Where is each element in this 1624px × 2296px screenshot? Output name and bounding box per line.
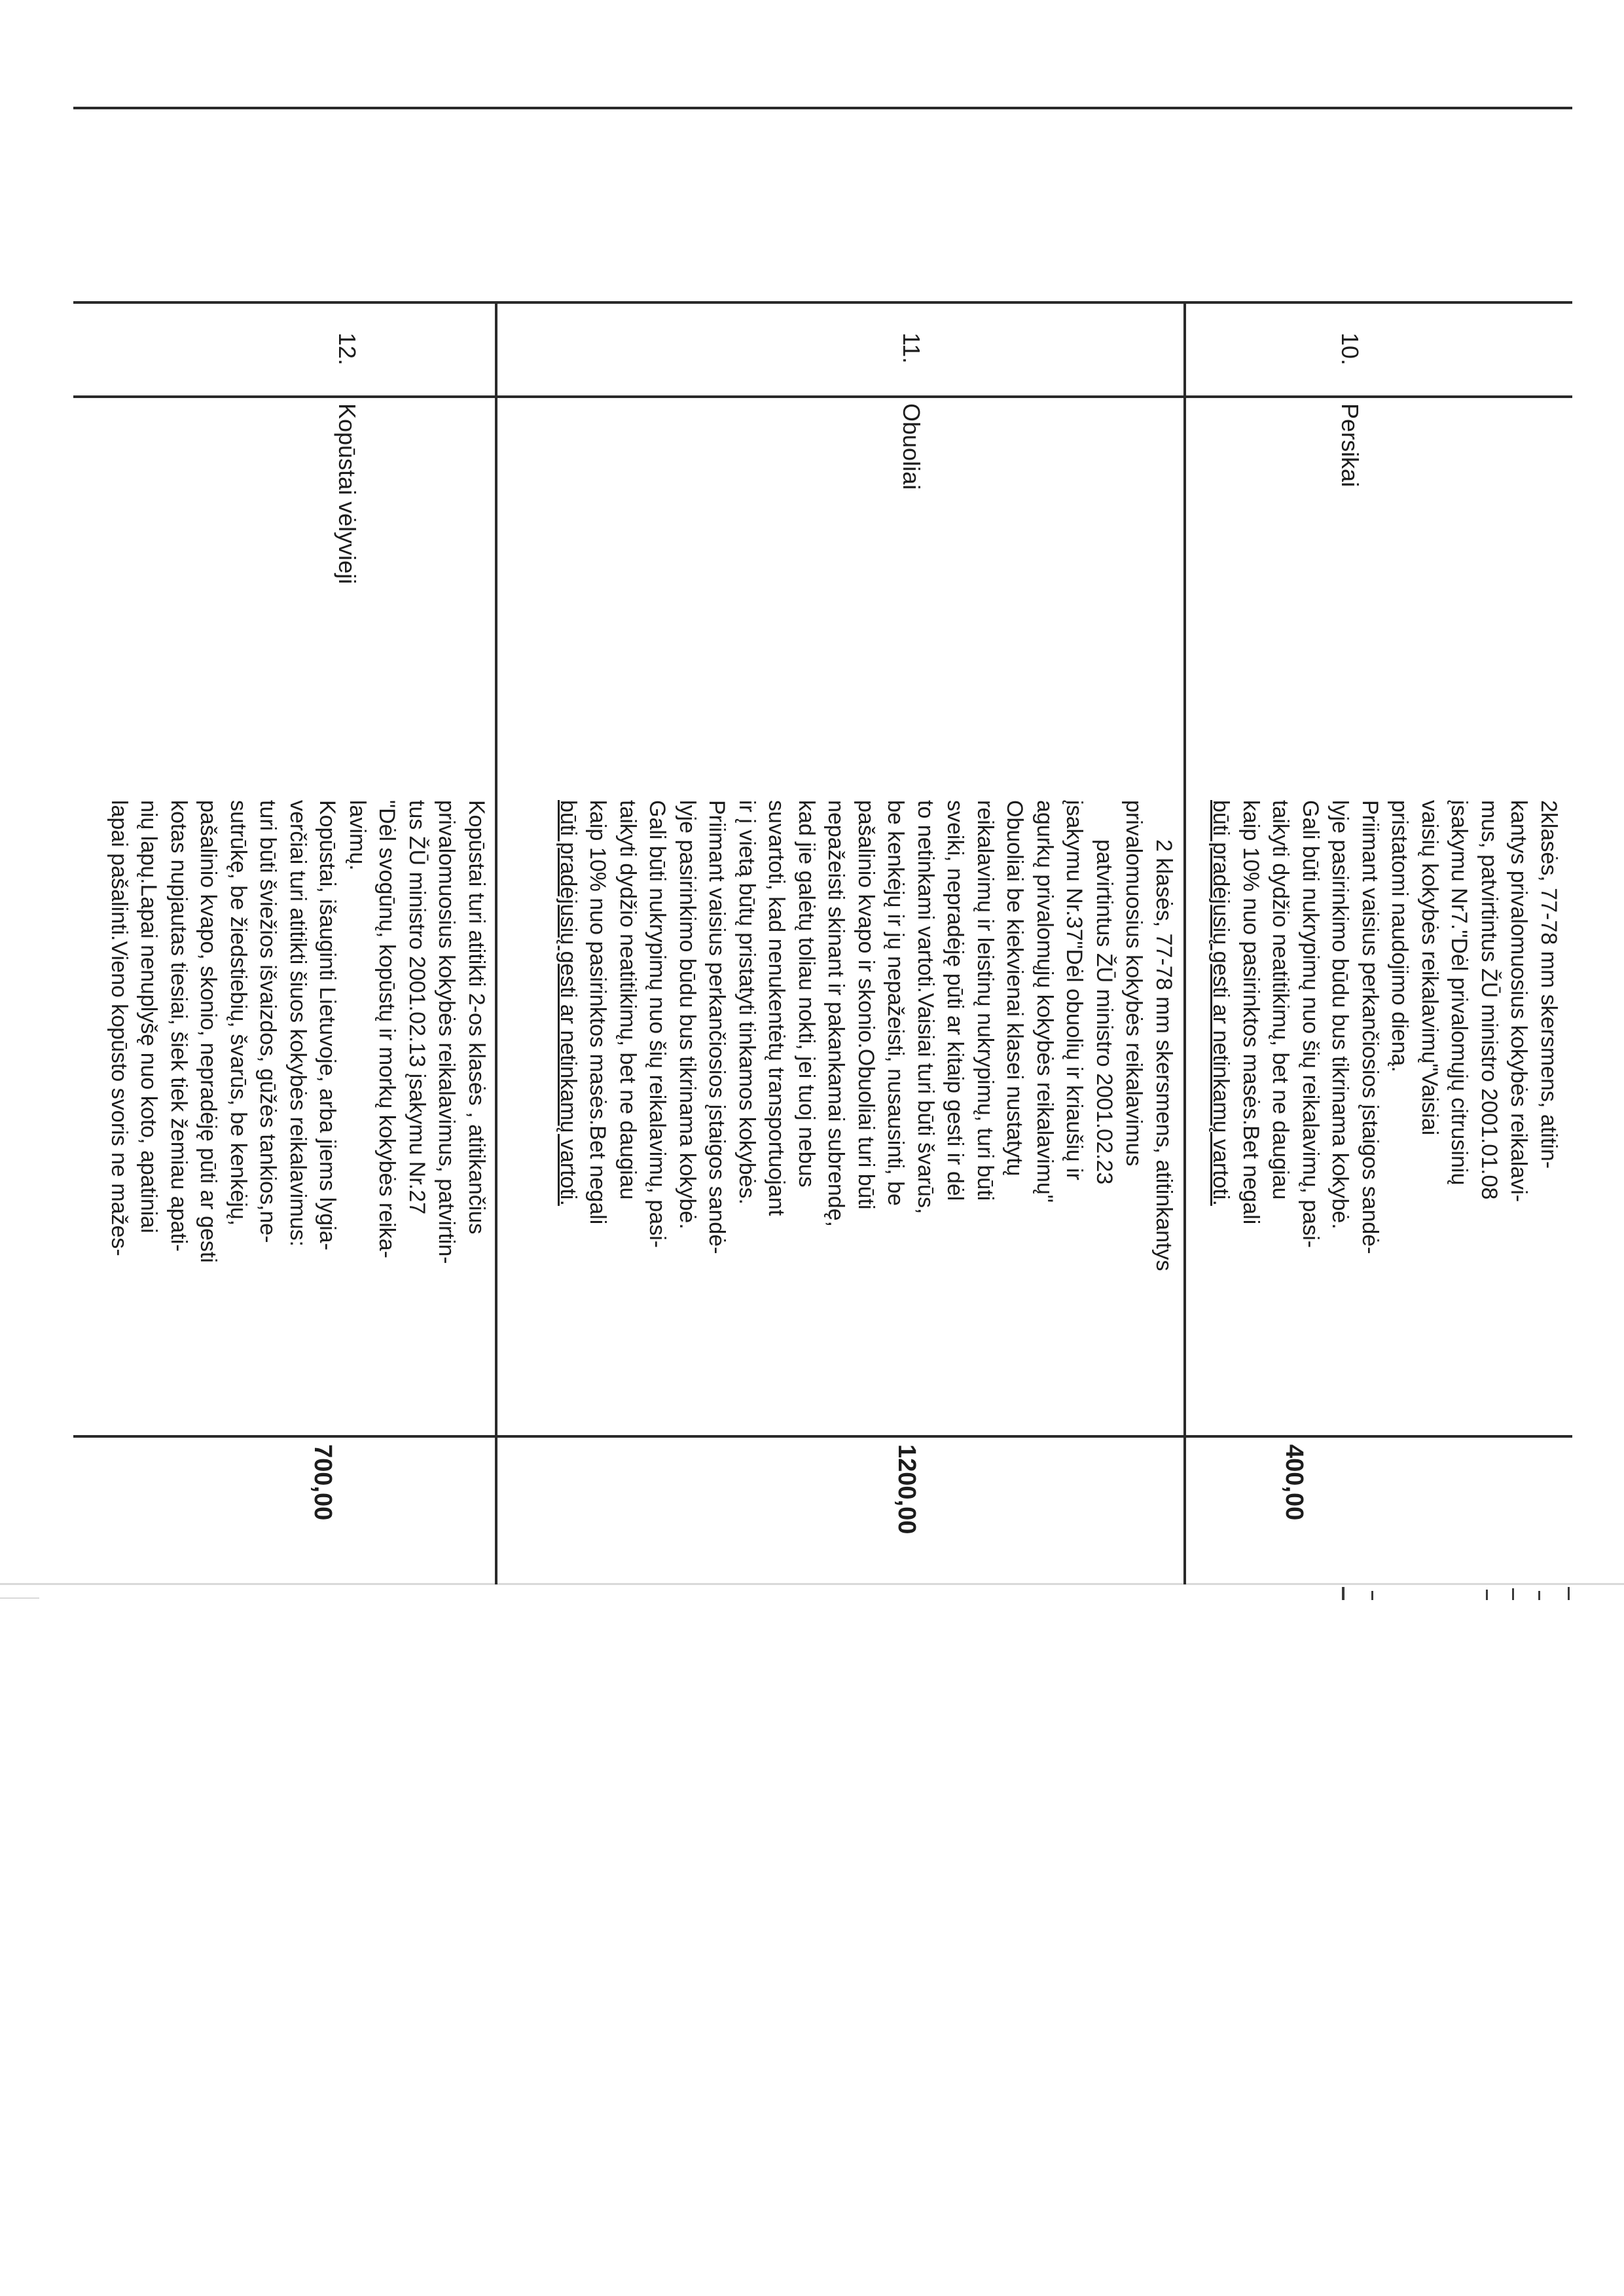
table-header-divider bbox=[73, 301, 1572, 304]
table-top-border bbox=[73, 107, 1572, 109]
scan-edge-mark bbox=[0, 1583, 1624, 1585]
requirement-line: kotas nupjautas tiesiai, šiek tiek žemiau apati- bbox=[166, 800, 191, 1252]
requirement-line: įsakymu Nr.37"Dėl obuolių ir kriaušių ir bbox=[1062, 800, 1087, 1180]
requirement-line: būti pradėjusių gesti ar netinkamų vartoti. bbox=[556, 800, 581, 1206]
requirement-line: be kenkėjų ir jų nepažeisti, nusausinti, be bbox=[883, 800, 909, 1206]
requirement-line: mus, patvirtintus ŽŪ ministro 2001.01.08 bbox=[1477, 800, 1502, 1200]
cut-off-mark bbox=[1342, 1587, 1344, 1600]
requirement-line: ir į vietą būtų pristatyti tinkamos kokybės. bbox=[734, 800, 759, 1205]
row-number-12: 12. bbox=[334, 333, 361, 366]
requirement-line: Obuoliai be kiekvienai klasei nustatytų bbox=[1002, 800, 1028, 1176]
requirement-line: Kopūstai, išauginti Lietuvoje, arba jiems lygia- bbox=[315, 800, 340, 1250]
cut-off-mark bbox=[1568, 1587, 1570, 1600]
scan-edge-mark bbox=[0, 1597, 39, 1599]
requirement-line: būti pradėjusių gesti ar netinkamų vartoti. bbox=[1208, 800, 1234, 1206]
requirement-line: patvirtintus ŽŪ ministro 2001.02.23 bbox=[1092, 839, 1117, 1185]
requirement-line: Priimant vaisius perkančiosios įstaigos sandė- bbox=[1358, 800, 1382, 1254]
product-name-kopustai: Kopūstai vėlyvieji bbox=[334, 403, 361, 585]
requirement-line: reikalavimų ir leistinų nukrypimų, turi būti bbox=[973, 800, 998, 1201]
requirement-line: tus ŽŪ ministro 2001.02.13 įsakymu Nr.27 bbox=[405, 800, 429, 1215]
requirement-line: sutrūkę, be žiedstiebių, švarūs, be kenkėjų, bbox=[226, 800, 251, 1226]
requirement-line: to netinkami vartoti.Vaisiai turi būti švarūs, bbox=[913, 800, 938, 1214]
requirement-line: Kopūstai turi atitikti 2-os klasės , atitikančius bbox=[464, 800, 489, 1235]
requirement-line: taikyti dydžio neatitikimų, bet ne daugiau bbox=[615, 800, 640, 1200]
requirement-line: 2klasės, 77-78 mm skersmens, atitin- bbox=[1536, 800, 1561, 1169]
cut-off-mark bbox=[1512, 1588, 1514, 1600]
requirements-persikai bbox=[1206, 800, 1563, 1474]
requirement-line: kad jie galėtų toliau nokti, jei tuoj nebus bbox=[794, 800, 819, 1188]
requirement-line: lyje pasirinkimo būdu bus tikrinama kokybė. bbox=[1327, 800, 1353, 1230]
requirement-line: kaip 10% nuo pasirinktos masės.Bet negali bbox=[1238, 800, 1263, 1225]
row-divider-11-12 bbox=[495, 301, 497, 1584]
requirement-line: 2 klasės, 77-78 mm skersmens, atitinkantys bbox=[1151, 839, 1176, 1271]
requirement-line: Gali būti nukrypimų nuo šių reikalavimų, pasi- bbox=[645, 800, 670, 1248]
product-name-obuoliai: Obuoliai bbox=[898, 403, 925, 490]
requirement-line: pašalinio kvapo ir skonio.Obuoliai turi būti bbox=[854, 800, 878, 1210]
requirement-line: privalomuosius kokybės reikalavimus, patvirtin- bbox=[434, 800, 460, 1264]
requirement-line: lavimų. bbox=[345, 800, 370, 871]
requirement-line: privalomuosius kokybės reikalavimus bbox=[1121, 800, 1147, 1167]
cut-off-mark bbox=[1371, 1591, 1373, 1600]
requirement-line: kaip 10% nuo pasirinktos masės.Bet negali bbox=[585, 800, 611, 1225]
requirement-line: lapai pašalinti.Vieno kopūsto svoris ne mažes- bbox=[107, 800, 132, 1256]
requirement-line: kantys privalomuosius kokybės reikalavi- bbox=[1506, 800, 1532, 1203]
requirement-line: pristatomi naudojimo dieną. bbox=[1387, 800, 1413, 1072]
requirement-line: "Dėl svogūnų, kopūstų ir morkų kokybės reika- bbox=[374, 800, 400, 1258]
requirements-kopustai bbox=[104, 800, 492, 1474]
requirement-line: agurkų privalomųjų kokybės reikalavimų" bbox=[1032, 800, 1057, 1203]
requirement-line: lyje pasirinkimo būdu bus tikrinama kokybė. bbox=[675, 800, 700, 1230]
requirement-line: įsakymu Nr7."Dėl privalomųjų citrusinių bbox=[1447, 800, 1472, 1186]
requirement-line: nepažeisti skinant ir pakankamai subrendę, bbox=[823, 800, 849, 1228]
product-name-persikai: Persikai bbox=[1337, 403, 1363, 488]
requirements-obuoliai bbox=[553, 800, 1179, 1474]
requirement-line: Gali būti nukrypimų nuo šių reikalavimų, pasi- bbox=[1298, 800, 1323, 1248]
price-obuoliai: 1200,00 bbox=[893, 1444, 920, 1535]
requirement-line: pašalinio kvapo, skonio, nepradėję pūti ar gesti bbox=[196, 800, 221, 1263]
row-divider-10-11 bbox=[1183, 301, 1186, 1584]
requirement-line: nių lapų.Lapai nenuplyšę nuo koto, apatiniai bbox=[136, 800, 162, 1233]
requirement-line: vaisių kokybės reikalavimų"Vaisiai bbox=[1417, 800, 1442, 1136]
price-persikai: 400,00 bbox=[1280, 1444, 1308, 1521]
cut-off-mark bbox=[1538, 1591, 1540, 1600]
cut-off-mark bbox=[1486, 1590, 1488, 1600]
requirement-line: sveiki, nepradėję pūti ar kitaip gesti ir dėl bbox=[943, 800, 968, 1201]
requirement-line: taikyti dydžio neatitikimų, bet ne daugiau bbox=[1268, 800, 1293, 1200]
requirement-line: turi būti šviežios išvaizdos, gūžės tankios,ne- bbox=[255, 800, 281, 1243]
requirement-line: verčiai turi atitikti šiuos kokybės reikalavimus: bbox=[285, 800, 310, 1247]
row-number-11: 11. bbox=[898, 333, 925, 364]
number-name-divider bbox=[73, 395, 1572, 398]
requirement-line: suvartoti, kad nenukentėtų transportuojant bbox=[764, 800, 789, 1216]
price-kopustai: 700,00 bbox=[309, 1444, 336, 1521]
row-number-10: 10. bbox=[1337, 333, 1363, 366]
requirement-line: Priimant vaisius perkančiosios įstaigos sandė- bbox=[704, 800, 730, 1254]
